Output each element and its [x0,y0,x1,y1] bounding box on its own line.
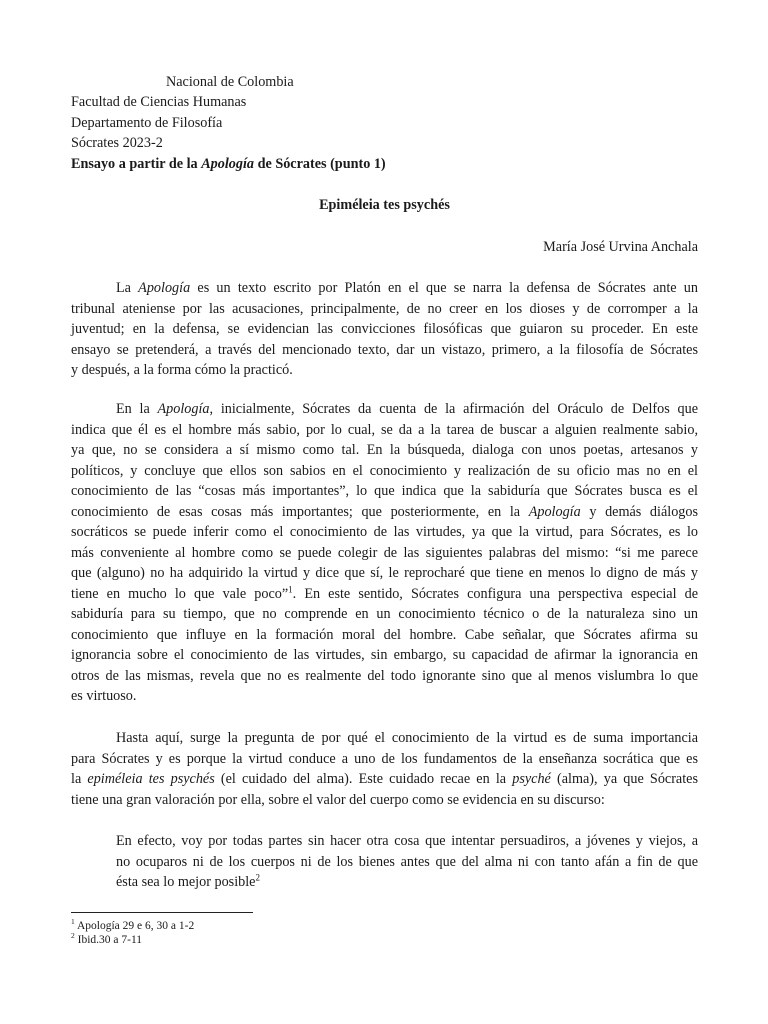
header-line-1: Nacional de Colombia [166,74,294,90]
header-institution [166,72,294,93]
header-line-3: Departamento de Filosofía [71,114,223,131]
paragraph-1: La Apología es un texto escrito por Platón en el que se narra la defensa de Sócrates ante un tribunal ateniense por las acusaciones, principalmente, de no creer en los dioses y de corromper a la juventud; en la defensa, se evidencian las convicciones filosóficas que guiaron su proceder. En este ensayo se pretenderá, a través del mencionado texto, dar un vistazo, primero, a la filosofía de Sócrates y después, a la forma cómo la practicó. [71,280,698,378]
author-name: María José Urvina Anchala [543,239,698,255]
footnote-ref-1[interactable]: 1 [288,583,293,594]
header-line-2: Facultad de Ciencias Humanas [71,94,247,110]
paragraph-3: Hasta aquí, surge la pregunta de por qué el conocimiento de la virtud es de suma importancia para Sócrates y es porque la virtud conduce a uno de los fundamentos de la enseñanza socrática que es la epiméleia tes psychés (el cuidado del alma). Este cuidado recae en la psyché (alma), ya que Sócrates tiene una gran valoración por ella, sobre el valor del cuerpo como se evidencia en su discurso: [71,730,698,808]
footnote-1: $^1$ Apología 29 e 6, 30 a 1-2 [71,917,195,932]
essay-heading: Ensayo a partir de la Apología de Sócrates (punto 1) [71,155,386,172]
header-block [71,92,386,174]
header-line-4: Sócrates 2023-2 [71,135,163,151]
essay-title: Epiméleia tes psychés [319,197,450,213]
paragraph-2: En la Apología, inicialmente, Sócrates da cuenta de la afirmación del Oráculo de Delfos que indica que él es el hombre más sabio, por lo cual, se da a la tarea de buscar a alguien realmente sabio, ya que, no se considera a sí mismo como tal. En la búsqueda, dialoga con unos poetas, artesanos y políticos, y concluye que ellos son sabios en el conocimiento y realización de su oficio mas no en el conocimiento de las “cosas más importantes”, lo que indica que la sabiduría que Sócrates busca es el conocimiento de esas cosas más importantes; que posteriormente, en la Apología y demás diálogos socráticos se puede inferir como el conocimiento de las virtudes, ya que la virtud, para Sócrates, es lo más conveniente al hombre como se puede colegir de las siguientes palabras del mismo: “si me parece que (alguno) no ha adquirido la virtud y dice que sí, le reprocharé que tiene en menos lo digno de más y tiene en mucho lo que vale poco”$^1$. En este sentido, Sócrates configura una perspectiva especial de sabiduría para su tiempo, que no comprende en un conocimiento técnico o de la naturaleza sino un conocimiento que influye en la formación moral del hombre. Cabe señalar, que Sócrates afirma su ignorancia sobre el conocimiento de las virtudes, sin embargo, su capacidad de afirmar la ignorancia en otros de las mismas, revela que no es realmente del todo ignorante sino que al menos vislumbra lo que es virtuoso. [71,401,699,704]
block-quote: En efecto, voy por todas partes sin hacer otra cosa que intentar persuadiros, a jóvenes y viejos, a no ocuparos ni de los cuerpos ni de los bienes antes que del alma ni con tanto afán a fin de que ésta sea lo mejor posible$^2$ [116,833,698,890]
footnote-divider [71,912,253,913]
footnote-ref-2[interactable]: 2 [255,872,260,883]
footnote-2: $^2$ Ibid.30 a 7-11 [71,931,143,946]
footnotes [71,919,194,947]
